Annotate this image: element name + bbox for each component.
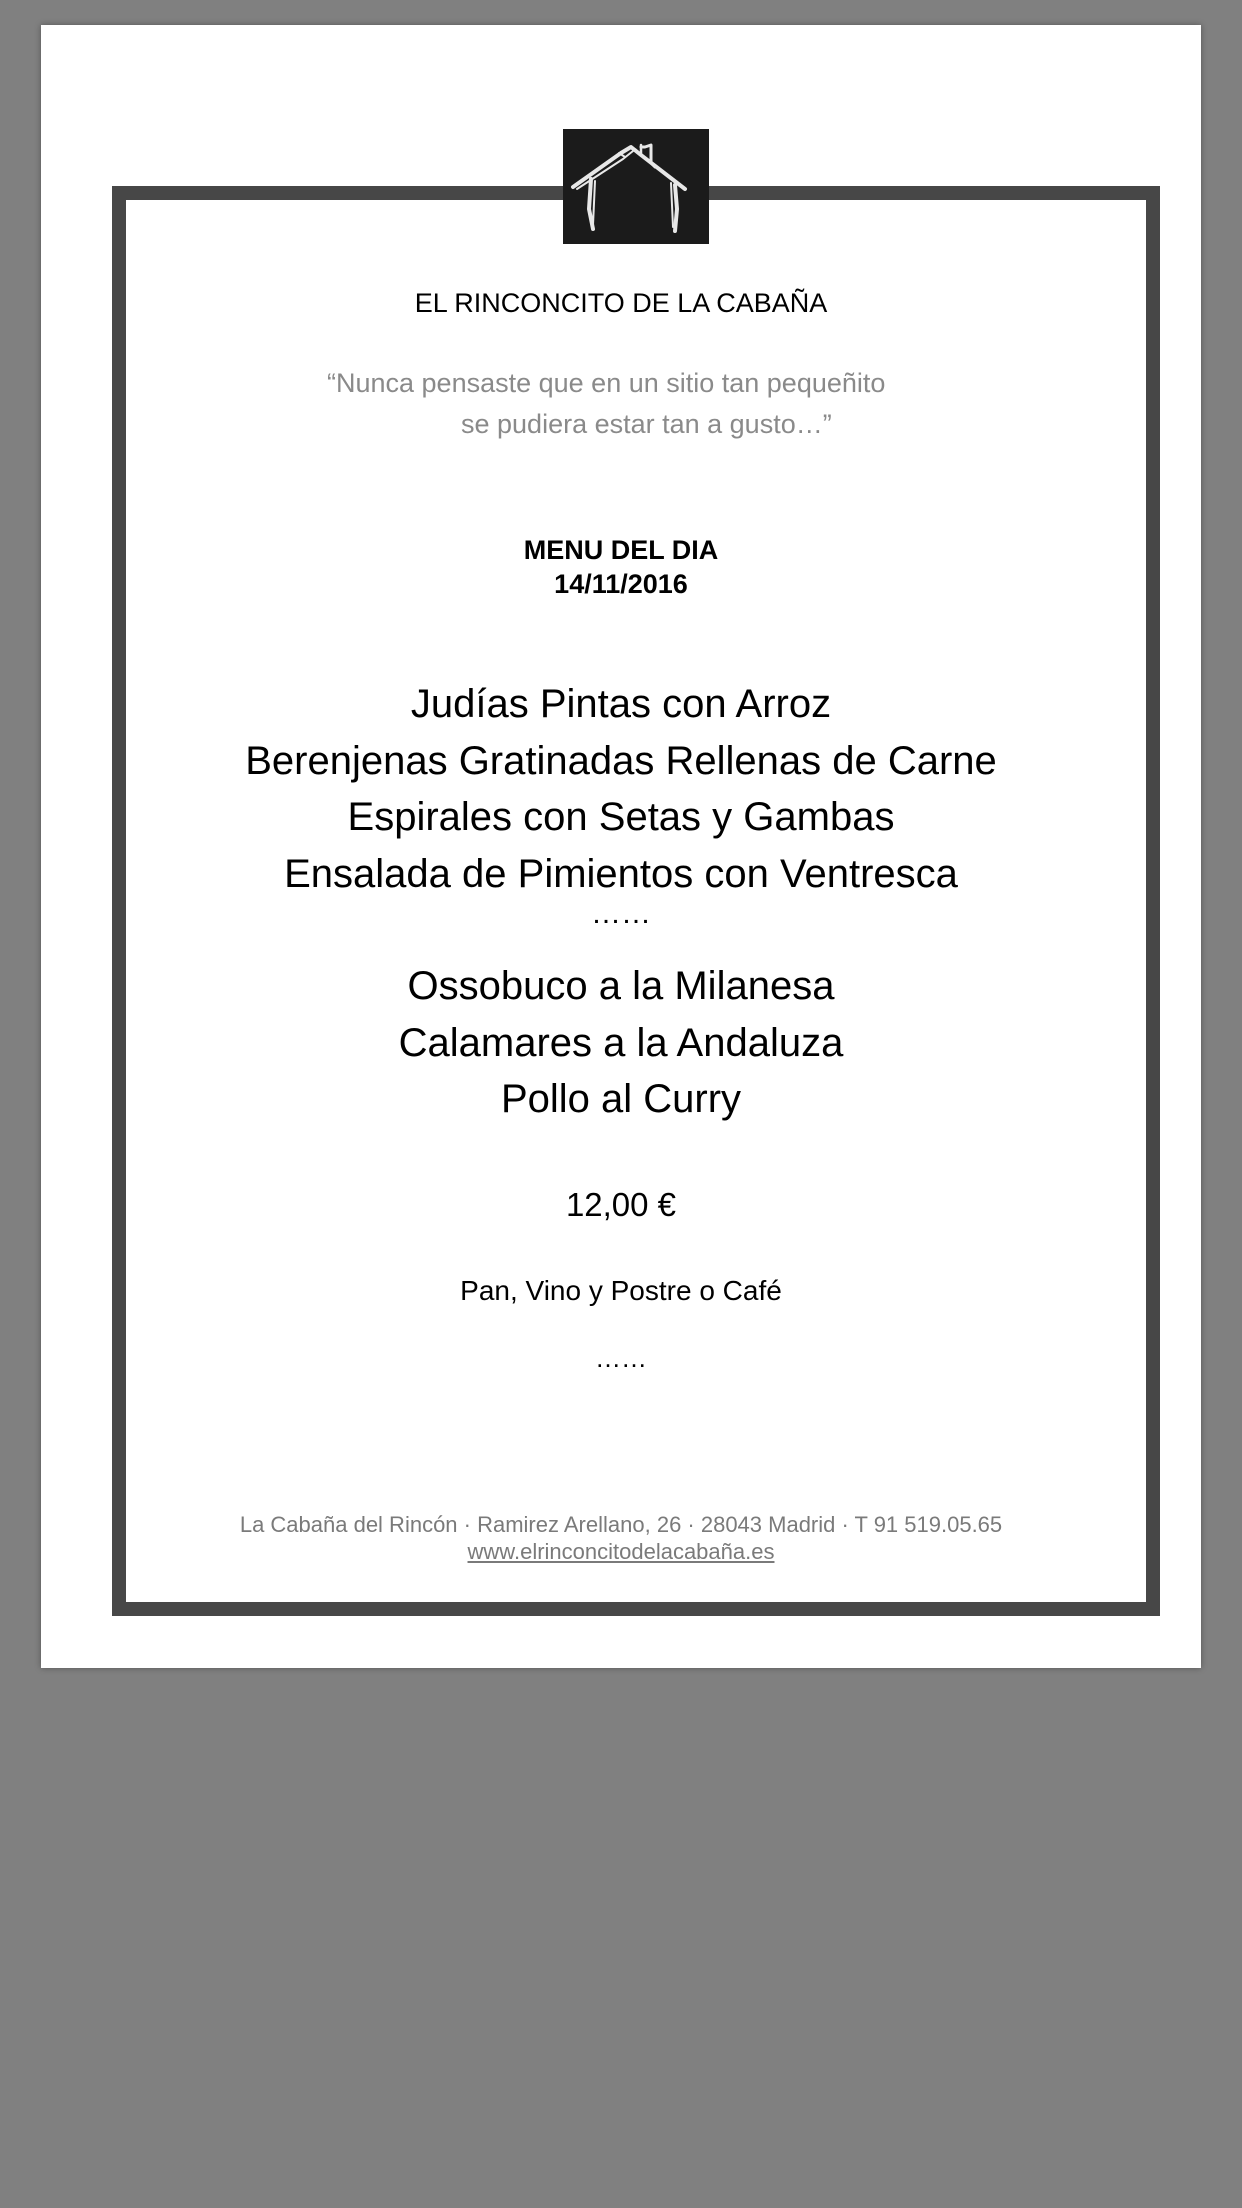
first-course-item: Judías Pintas con Arroz [410,682,832,726]
website-link[interactable]: www.elrinconcitodelacabaña.es [467,1539,775,1564]
second-course-item: Pollo al Curry [500,1077,742,1121]
menu-title: MENU DEL DIA [523,535,719,565]
restaurant-name: EL RINCONCITO DE LA CABAÑA [414,288,828,318]
second-course-item: Ossobuco a la Milanesa [407,964,835,1008]
first-course-item: Berenjenas Gratinadas Rellenas de Carne [245,739,997,783]
course-separator: …… [591,897,651,930]
menu-includes: Pan, Vino y Postre o Café [460,1275,782,1306]
house-logo-icon [563,129,709,244]
footer-website [41,1539,1201,1565]
second-course-item: Calamares a la Andaluza [398,1021,844,1065]
closing-separator: …… [595,1343,647,1373]
menu-page [41,25,1201,1668]
first-course-item: Espirales con Setas y Gambas [347,795,895,839]
footer-address: La Cabaña del Rincón · Ramirez Arellano, 26 · 28043 Madrid · T 91 519.05.65 [239,1512,1003,1537]
first-course-item: Ensalada de Pimientos con Ventresca [284,852,958,896]
tagline-line-2: se pudiera estar tan a gusto…” [461,409,832,439]
menu-date: 14/11/2016 [554,569,688,599]
menu-price: 12,00 € [565,1186,677,1223]
tagline-line-1: “Nunca pensaste que en un sitio tan pequeñito [327,368,886,398]
